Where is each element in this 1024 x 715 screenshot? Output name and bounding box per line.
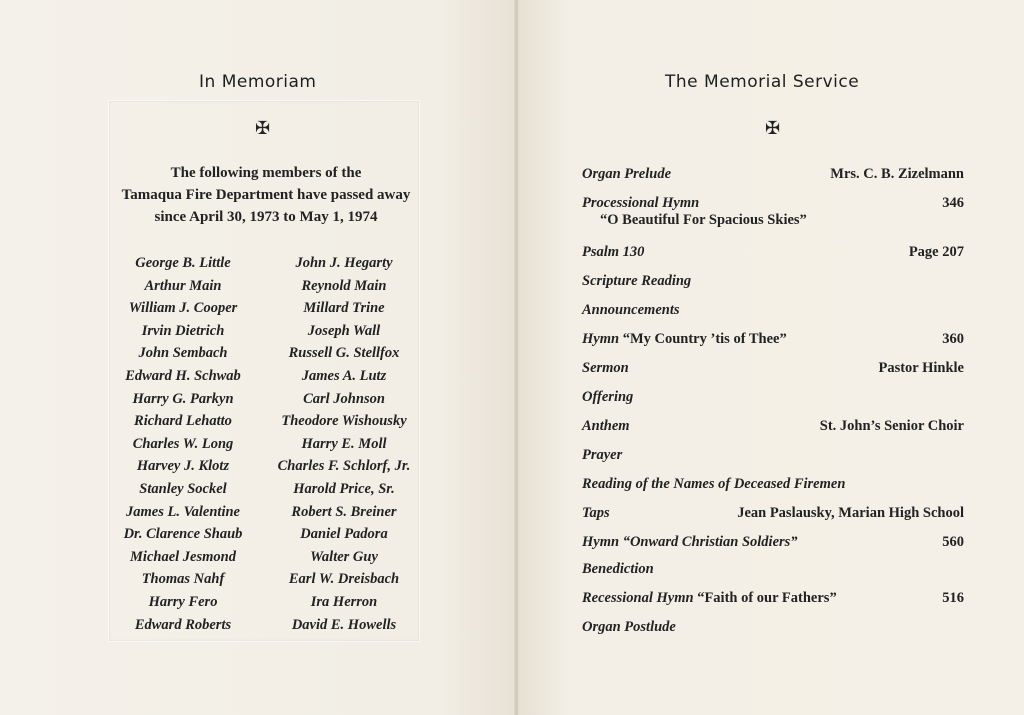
- service-item-value: Pastor Hinkle: [878, 360, 964, 376]
- service-item-benediction: [582, 561, 964, 578]
- service-item-anthem: [582, 418, 964, 435]
- deceased-name: Harold Price, Sr.: [293, 480, 395, 497]
- deceased-name: Thomas Nahf: [141, 571, 225, 588]
- hymn-title: “My Country ’tis of Thee”: [622, 331, 787, 347]
- names-column-right: [244, 252, 444, 636]
- in-memoriam-heading: In Memoriam: [199, 72, 317, 92]
- intro-line: since April 30, 1973 to May 1, 1974: [154, 209, 378, 225]
- service-item-value: 560: [942, 534, 964, 550]
- service-item-value: Page 207: [908, 244, 964, 260]
- service-item-label: Prayer: [582, 447, 623, 463]
- deceased-name: Earl W. Dreisbach: [288, 571, 400, 588]
- deceased-name: Irvin Dietrich: [141, 322, 225, 339]
- service-item-label: Sermon: [582, 360, 629, 376]
- deceased-name: Russell G. Stellfox: [288, 345, 400, 362]
- service-item-prayer: [582, 447, 964, 464]
- deceased-name: Stanley Sockel: [139, 480, 227, 497]
- service-item-label: Organ Prelude: [582, 166, 672, 182]
- service-item-recessional-hymn: [582, 590, 964, 607]
- deceased-name: George B. Little: [135, 255, 231, 271]
- service-item-offering: [582, 389, 964, 406]
- service-item-label: Anthem: [582, 418, 630, 434]
- deceased-name: Walter Guy: [310, 548, 378, 565]
- deceased-name: Arthur Main: [144, 277, 222, 294]
- service-item-value: St. John’s Senior Choir: [819, 418, 964, 434]
- deceased-name: Charles W. Long: [132, 435, 234, 452]
- service-item-taps: [582, 505, 964, 522]
- service-item-value: 516: [942, 590, 964, 606]
- deceased-name: Millard Trine: [303, 300, 385, 317]
- deceased-name: Reynold Main: [301, 277, 387, 294]
- cross-icon: ✠: [765, 118, 781, 139]
- deceased-name: William J. Cooper: [128, 300, 238, 317]
- deceased-name: Daniel Padora: [300, 526, 388, 543]
- deceased-name: Harry G. Parkyn: [132, 390, 234, 407]
- deceased-name: Harry E. Moll: [301, 435, 387, 452]
- service-item-label: Taps: [582, 505, 610, 521]
- cross-icon: ✠: [255, 118, 271, 139]
- deceased-name: Harvey J. Klotz: [136, 458, 230, 475]
- service-item-organ-prelude: [582, 166, 964, 183]
- deceased-name: Carl Johnson: [303, 390, 385, 407]
- service-item-label: Psalm 130: [582, 244, 645, 260]
- service-item-sermon: [582, 360, 964, 377]
- deceased-name: Robert S. Breiner: [291, 503, 397, 520]
- service-item-label: Hymn: [582, 331, 620, 347]
- service-item-organ-postlude: [582, 619, 964, 636]
- deceased-name: John Sembach: [138, 345, 228, 362]
- service-item-value: 346: [942, 195, 964, 211]
- service-item-hymn-onward: [582, 534, 964, 551]
- service-item-announcements: [582, 302, 964, 319]
- deceased-name: Charles F. Schlorf, Jr.: [277, 458, 411, 475]
- hymn-title: “Faith of our Fathers”: [697, 590, 837, 606]
- service-item-processional-hymn: [582, 195, 964, 229]
- service-item-reading-of-names: [582, 476, 964, 493]
- service-item-label: Organ Postlude: [582, 619, 676, 635]
- deceased-name: Theodore Wishousky: [281, 413, 407, 430]
- service-item-label: Benediction: [582, 561, 654, 577]
- service-item-value: 360: [942, 331, 964, 347]
- service-item-label: Scripture Reading: [582, 273, 692, 289]
- deceased-name: James L. Valentine: [126, 503, 240, 520]
- hymn-title: “Onward Christian Soldiers”: [622, 534, 798, 550]
- memorial-service-heading: The Memorial Service: [665, 72, 860, 92]
- service-item-hymn-country: [582, 331, 964, 348]
- deceased-name: Edward H. Schwab: [125, 367, 241, 384]
- service-item-label: Recessional Hymn: [582, 590, 694, 606]
- service-item-scripture-reading: [582, 273, 964, 290]
- intro-line: The following members of the: [170, 165, 362, 181]
- deceased-name: Richard Lehatto: [134, 413, 232, 430]
- service-item-label: Announcements: [582, 302, 680, 318]
- deceased-name: Dr. Clarence Shaub: [123, 526, 243, 543]
- right-page: [518, 0, 1024, 715]
- service-item-label: Processional Hymn: [582, 195, 700, 211]
- deceased-name: Edward Roberts: [134, 616, 232, 633]
- service-item-psalm: [582, 244, 964, 261]
- hymn-title: “O Beautiful For Spacious Skies”: [600, 212, 807, 228]
- service-item-label: Hymn: [582, 534, 620, 550]
- deceased-name: Ira Herron: [310, 593, 378, 610]
- deceased-name: James A. Lutz: [301, 367, 387, 384]
- deceased-name: David E. Howells: [291, 616, 397, 633]
- deceased-name: Harry Fero: [148, 593, 218, 610]
- service-item-value: Mrs. C. B. Zizelmann: [830, 166, 964, 182]
- deceased-name: John J. Hegarty: [295, 255, 393, 271]
- service-item-label: Reading of the Names of Deceased Firemen: [582, 476, 846, 492]
- deceased-name: Joseph Wall: [307, 322, 381, 339]
- memorial-intro: [96, 162, 436, 228]
- service-item-label: Offering: [582, 389, 634, 405]
- intro-line: Tamaqua Fire Department have passed away: [121, 187, 411, 203]
- service-item-value: Jean Paslausky, Marian High School: [737, 505, 964, 521]
- deceased-name: Michael Jesmond: [130, 548, 236, 565]
